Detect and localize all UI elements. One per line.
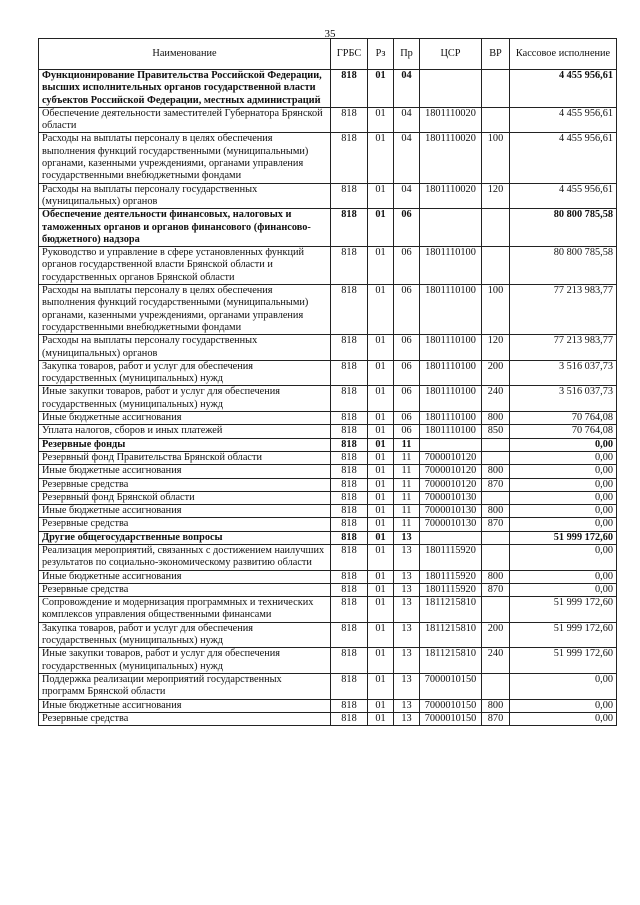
cell-csr bbox=[420, 209, 482, 247]
cell-amount: 4 455 956,61 bbox=[510, 183, 617, 209]
cell-grbs: 818 bbox=[331, 386, 368, 412]
cell-grbs: 818 bbox=[331, 505, 368, 518]
cell-vr bbox=[482, 451, 510, 464]
cell-rz: 01 bbox=[368, 70, 394, 108]
cell-rz: 01 bbox=[368, 465, 394, 478]
cell-pr: 11 bbox=[394, 451, 420, 464]
cell-name: Резервные средства bbox=[39, 478, 331, 491]
cell-pr: 13 bbox=[394, 622, 420, 648]
cell-vr: 800 bbox=[482, 412, 510, 425]
table-row bbox=[39, 438, 617, 451]
cell-pr: 04 bbox=[394, 183, 420, 209]
table-row bbox=[39, 386, 617, 412]
budget-table bbox=[38, 38, 617, 726]
header-rz: Рз bbox=[368, 39, 394, 70]
cell-rz: 01 bbox=[368, 518, 394, 531]
cell-name: Иные бюджетные ассигнования bbox=[39, 505, 331, 518]
cell-amount: 0,00 bbox=[510, 491, 617, 504]
cell-pr: 06 bbox=[394, 285, 420, 335]
cell-pr: 13 bbox=[394, 583, 420, 596]
cell-vr bbox=[482, 491, 510, 504]
cell-vr: 240 bbox=[482, 648, 510, 674]
cell-name: Иные бюджетные ассигнования bbox=[39, 570, 331, 583]
cell-pr: 06 bbox=[394, 360, 420, 386]
cell-name: Обеспечение деятельности заместителей Губернатора Брянской области bbox=[39, 107, 331, 133]
cell-grbs: 818 bbox=[331, 465, 368, 478]
cell-vr: 870 bbox=[482, 712, 510, 725]
table-row bbox=[39, 183, 617, 209]
cell-vr: 800 bbox=[482, 465, 510, 478]
cell-grbs: 818 bbox=[331, 107, 368, 133]
cell-csr: 7000010150 bbox=[420, 699, 482, 712]
cell-grbs: 818 bbox=[331, 209, 368, 247]
cell-name: Реализация мероприятий, связанных с достижением наилучших результатов по социально-экономическому развитию области bbox=[39, 544, 331, 570]
cell-pr: 06 bbox=[394, 386, 420, 412]
cell-rz: 01 bbox=[368, 209, 394, 247]
cell-rz: 01 bbox=[368, 699, 394, 712]
cell-grbs: 818 bbox=[331, 712, 368, 725]
cell-name: Резервные средства bbox=[39, 583, 331, 596]
cell-grbs: 818 bbox=[331, 412, 368, 425]
cell-pr: 11 bbox=[394, 518, 420, 531]
cell-amount: 0,00 bbox=[510, 583, 617, 596]
table-row bbox=[39, 699, 617, 712]
cell-grbs: 818 bbox=[331, 544, 368, 570]
cell-csr: 7000010150 bbox=[420, 712, 482, 725]
table-row bbox=[39, 712, 617, 725]
table-row bbox=[39, 285, 617, 335]
cell-csr: 1801110020 bbox=[420, 107, 482, 133]
cell-name: Руководство и управление в сфере установленных функций органов государственной власти Брянской области и государственных органов Брянской области bbox=[39, 247, 331, 285]
cell-grbs: 818 bbox=[331, 648, 368, 674]
cell-pr: 13 bbox=[394, 673, 420, 699]
cell-csr: 7000010120 bbox=[420, 478, 482, 491]
cell-grbs: 818 bbox=[331, 335, 368, 361]
cell-vr bbox=[482, 438, 510, 451]
cell-rz: 01 bbox=[368, 247, 394, 285]
table-row bbox=[39, 465, 617, 478]
cell-vr bbox=[482, 531, 510, 544]
cell-name: Иные бюджетные ассигнования bbox=[39, 699, 331, 712]
cell-grbs: 818 bbox=[331, 491, 368, 504]
cell-rz: 01 bbox=[368, 583, 394, 596]
cell-name: Резервные средства bbox=[39, 712, 331, 725]
cell-amount: 0,00 bbox=[510, 451, 617, 464]
cell-vr: 100 bbox=[482, 133, 510, 183]
cell-csr: 1801110100 bbox=[420, 247, 482, 285]
cell-csr bbox=[420, 438, 482, 451]
cell-amount: 0,00 bbox=[510, 673, 617, 699]
header-amount: Кассовое исполнение bbox=[510, 39, 617, 70]
cell-grbs: 818 bbox=[331, 425, 368, 438]
cell-name: Функционирование Правительства Российской Федерации, высших исполнительных органов государственной власти субъектов Российской Федерации, местных администраций bbox=[39, 70, 331, 108]
cell-grbs: 818 bbox=[331, 285, 368, 335]
cell-csr: 7000010120 bbox=[420, 465, 482, 478]
cell-rz: 01 bbox=[368, 491, 394, 504]
cell-vr bbox=[482, 544, 510, 570]
table-row bbox=[39, 412, 617, 425]
header-pr: Пр bbox=[394, 39, 420, 70]
cell-grbs: 818 bbox=[331, 699, 368, 712]
cell-vr bbox=[482, 209, 510, 247]
cell-name: Иные бюджетные ассигнования bbox=[39, 465, 331, 478]
cell-name: Сопровождение и модернизация программных и технических комплексов управления общественными финансами bbox=[39, 597, 331, 623]
cell-grbs: 818 bbox=[331, 531, 368, 544]
table-row bbox=[39, 451, 617, 464]
cell-name: Расходы на выплаты персоналу государственных (муниципальных) органов bbox=[39, 183, 331, 209]
header-csr: ЦСР bbox=[420, 39, 482, 70]
cell-name: Резервные фонды bbox=[39, 438, 331, 451]
cell-pr: 11 bbox=[394, 505, 420, 518]
cell-amount: 80 800 785,58 bbox=[510, 247, 617, 285]
table-row bbox=[39, 491, 617, 504]
cell-rz: 01 bbox=[368, 673, 394, 699]
cell-rz: 01 bbox=[368, 505, 394, 518]
cell-pr: 11 bbox=[394, 438, 420, 451]
cell-csr: 1811215810 bbox=[420, 648, 482, 674]
cell-vr bbox=[482, 673, 510, 699]
cell-amount: 77 213 983,77 bbox=[510, 335, 617, 361]
cell-grbs: 818 bbox=[331, 622, 368, 648]
cell-grbs: 818 bbox=[331, 247, 368, 285]
cell-grbs: 818 bbox=[331, 478, 368, 491]
cell-name: Другие общегосударственные вопросы bbox=[39, 531, 331, 544]
cell-vr: 100 bbox=[482, 285, 510, 335]
cell-amount: 0,00 bbox=[510, 478, 617, 491]
cell-pr: 11 bbox=[394, 465, 420, 478]
cell-name: Иные бюджетные ассигнования bbox=[39, 412, 331, 425]
cell-csr: 1811215810 bbox=[420, 622, 482, 648]
cell-vr: 800 bbox=[482, 505, 510, 518]
cell-pr: 04 bbox=[394, 107, 420, 133]
cell-vr: 870 bbox=[482, 518, 510, 531]
page-number: 35 bbox=[324, 28, 336, 40]
cell-pr: 13 bbox=[394, 699, 420, 712]
cell-name: Закупка товаров, работ и услуг для обеспечения государственных (муниципальных) нужд bbox=[39, 360, 331, 386]
cell-amount: 51 999 172,60 bbox=[510, 622, 617, 648]
table-row bbox=[39, 107, 617, 133]
cell-csr: 1801110100 bbox=[420, 425, 482, 438]
cell-csr: 1801110100 bbox=[420, 360, 482, 386]
table-row bbox=[39, 544, 617, 570]
cell-csr: 1801110020 bbox=[420, 133, 482, 183]
cell-grbs: 818 bbox=[331, 133, 368, 183]
cell-csr: 1811215810 bbox=[420, 597, 482, 623]
table-row bbox=[39, 622, 617, 648]
cell-vr: 800 bbox=[482, 699, 510, 712]
cell-name: Расходы на выплаты персоналу в целях обеспечения выполнения функций государственными (муниципальными) органами, казенными учреждениями, органами управления государственными внебюджетными фондами bbox=[39, 285, 331, 335]
cell-csr: 1801110100 bbox=[420, 386, 482, 412]
table-row bbox=[39, 335, 617, 361]
cell-csr: 1801115920 bbox=[420, 583, 482, 596]
cell-name: Резервный фонд Правительства Брянской области bbox=[39, 451, 331, 464]
cell-csr: 1801110100 bbox=[420, 285, 482, 335]
cell-csr bbox=[420, 70, 482, 108]
table-row bbox=[39, 648, 617, 674]
cell-grbs: 818 bbox=[331, 583, 368, 596]
cell-rz: 01 bbox=[368, 597, 394, 623]
cell-name: Поддержка реализации мероприятий государственных программ Брянской области bbox=[39, 673, 331, 699]
cell-grbs: 818 bbox=[331, 518, 368, 531]
table-row bbox=[39, 570, 617, 583]
table-row bbox=[39, 518, 617, 531]
cell-amount: 80 800 785,58 bbox=[510, 209, 617, 247]
cell-vr: 200 bbox=[482, 360, 510, 386]
table-row bbox=[39, 531, 617, 544]
cell-amount: 4 455 956,61 bbox=[510, 107, 617, 133]
cell-rz: 01 bbox=[368, 712, 394, 725]
cell-amount: 4 455 956,61 bbox=[510, 70, 617, 108]
cell-vr: 240 bbox=[482, 386, 510, 412]
cell-amount: 0,00 bbox=[510, 570, 617, 583]
cell-amount: 0,00 bbox=[510, 465, 617, 478]
table-row bbox=[39, 70, 617, 108]
cell-rz: 01 bbox=[368, 412, 394, 425]
cell-csr: 1801110020 bbox=[420, 183, 482, 209]
cell-csr: 7000010130 bbox=[420, 491, 482, 504]
cell-name: Закупка товаров, работ и услуг для обеспечения государственных (муниципальных) нужд bbox=[39, 622, 331, 648]
cell-rz: 01 bbox=[368, 570, 394, 583]
cell-csr: 1801110100 bbox=[420, 412, 482, 425]
cell-name: Расходы на выплаты персоналу в целях обеспечения выполнения функций государственными (муниципальными) органами, казенными учреждениями, органами управления государственными внебюджетными фондами bbox=[39, 133, 331, 183]
cell-pr: 13 bbox=[394, 544, 420, 570]
table-row bbox=[39, 133, 617, 183]
cell-vr: 120 bbox=[482, 183, 510, 209]
cell-rz: 01 bbox=[368, 531, 394, 544]
table-row bbox=[39, 247, 617, 285]
table-row bbox=[39, 583, 617, 596]
cell-amount: 70 764,08 bbox=[510, 425, 617, 438]
cell-name: Иные закупки товаров, работ и услуг для обеспечения государственных (муниципальных) нужд bbox=[39, 386, 331, 412]
cell-rz: 01 bbox=[368, 544, 394, 570]
table-row bbox=[39, 425, 617, 438]
cell-pr: 06 bbox=[394, 335, 420, 361]
cell-rz: 01 bbox=[368, 360, 394, 386]
cell-pr: 13 bbox=[394, 570, 420, 583]
cell-csr bbox=[420, 531, 482, 544]
cell-csr: 1801115920 bbox=[420, 570, 482, 583]
cell-amount: 0,00 bbox=[510, 505, 617, 518]
cell-pr: 04 bbox=[394, 70, 420, 108]
cell-rz: 01 bbox=[368, 425, 394, 438]
table-row bbox=[39, 505, 617, 518]
cell-grbs: 818 bbox=[331, 438, 368, 451]
cell-rz: 01 bbox=[368, 386, 394, 412]
cell-name: Иные закупки товаров, работ и услуг для обеспечения государственных (муниципальных) нужд bbox=[39, 648, 331, 674]
cell-pr: 11 bbox=[394, 491, 420, 504]
cell-rz: 01 bbox=[368, 438, 394, 451]
cell-rz: 01 bbox=[368, 335, 394, 361]
cell-amount: 51 999 172,60 bbox=[510, 597, 617, 623]
cell-grbs: 818 bbox=[331, 597, 368, 623]
cell-vr: 120 bbox=[482, 335, 510, 361]
cell-amount: 0,00 bbox=[510, 699, 617, 712]
cell-amount: 3 516 037,73 bbox=[510, 360, 617, 386]
cell-vr bbox=[482, 70, 510, 108]
cell-amount: 77 213 983,77 bbox=[510, 285, 617, 335]
cell-name: Расходы на выплаты персоналу государственных (муниципальных) органов bbox=[39, 335, 331, 361]
cell-pr: 11 bbox=[394, 478, 420, 491]
cell-csr: 1801115920 bbox=[420, 544, 482, 570]
cell-vr bbox=[482, 107, 510, 133]
table-body bbox=[39, 70, 617, 726]
cell-amount: 0,00 bbox=[510, 712, 617, 725]
table-row bbox=[39, 673, 617, 699]
cell-amount: 4 455 956,61 bbox=[510, 133, 617, 183]
cell-csr: 1801110100 bbox=[420, 335, 482, 361]
cell-rz: 01 bbox=[368, 183, 394, 209]
cell-rz: 01 bbox=[368, 451, 394, 464]
header-grbs: ГРБС bbox=[331, 39, 368, 70]
table-row bbox=[39, 478, 617, 491]
cell-pr: 04 bbox=[394, 133, 420, 183]
cell-name: Уплата налогов, сборов и иных платежей bbox=[39, 425, 331, 438]
cell-amount: 0,00 bbox=[510, 518, 617, 531]
table-row bbox=[39, 209, 617, 247]
header-vr: ВР bbox=[482, 39, 510, 70]
cell-grbs: 818 bbox=[331, 673, 368, 699]
cell-pr: 13 bbox=[394, 712, 420, 725]
cell-pr: 13 bbox=[394, 648, 420, 674]
cell-vr: 870 bbox=[482, 478, 510, 491]
table-row bbox=[39, 360, 617, 386]
table-row bbox=[39, 597, 617, 623]
cell-rz: 01 bbox=[368, 285, 394, 335]
cell-amount: 0,00 bbox=[510, 438, 617, 451]
cell-pr: 06 bbox=[394, 412, 420, 425]
cell-vr: 870 bbox=[482, 583, 510, 596]
cell-pr: 13 bbox=[394, 531, 420, 544]
cell-csr: 7000010130 bbox=[420, 505, 482, 518]
cell-pr: 13 bbox=[394, 597, 420, 623]
cell-rz: 01 bbox=[368, 107, 394, 133]
header-name: Наименование bbox=[39, 39, 331, 70]
cell-grbs: 818 bbox=[331, 70, 368, 108]
cell-grbs: 818 bbox=[331, 451, 368, 464]
cell-grbs: 818 bbox=[331, 360, 368, 386]
cell-name: Обеспечение деятельности финансовых, налоговых и таможенных органов и органов финансового (финансово-бюджетного) надзора bbox=[39, 209, 331, 247]
cell-csr: 7000010150 bbox=[420, 673, 482, 699]
cell-vr bbox=[482, 247, 510, 285]
cell-vr: 800 bbox=[482, 570, 510, 583]
cell-vr: 200 bbox=[482, 622, 510, 648]
cell-amount: 70 764,08 bbox=[510, 412, 617, 425]
cell-name: Резервные средства bbox=[39, 518, 331, 531]
cell-name: Резервный фонд Брянской области bbox=[39, 491, 331, 504]
cell-pr: 06 bbox=[394, 247, 420, 285]
cell-grbs: 818 bbox=[331, 570, 368, 583]
cell-vr: 850 bbox=[482, 425, 510, 438]
cell-pr: 06 bbox=[394, 425, 420, 438]
cell-vr bbox=[482, 597, 510, 623]
cell-csr: 7000010130 bbox=[420, 518, 482, 531]
cell-csr: 7000010120 bbox=[420, 451, 482, 464]
table-header-row bbox=[39, 39, 617, 70]
cell-amount: 0,00 bbox=[510, 544, 617, 570]
cell-rz: 01 bbox=[368, 133, 394, 183]
cell-amount: 51 999 172,60 bbox=[510, 531, 617, 544]
cell-amount: 3 516 037,73 bbox=[510, 386, 617, 412]
cell-grbs: 818 bbox=[331, 183, 368, 209]
cell-rz: 01 bbox=[368, 478, 394, 491]
cell-pr: 06 bbox=[394, 209, 420, 247]
cell-amount: 51 999 172,60 bbox=[510, 648, 617, 674]
cell-rz: 01 bbox=[368, 648, 394, 674]
cell-rz: 01 bbox=[368, 622, 394, 648]
